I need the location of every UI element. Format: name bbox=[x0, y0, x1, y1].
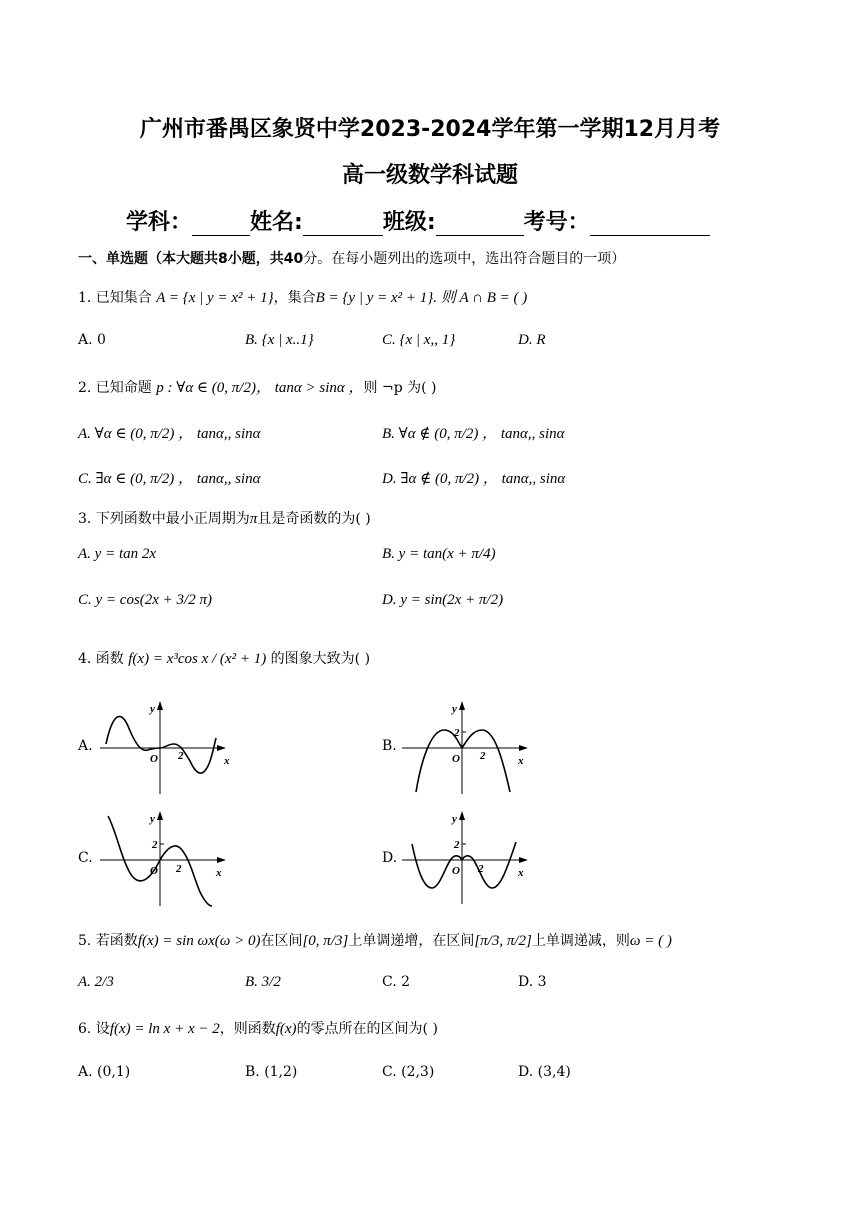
x-label: x bbox=[224, 755, 230, 767]
x-arrow-icon bbox=[519, 745, 528, 751]
q5-text3: 上单调递减，则 bbox=[531, 933, 630, 949]
question-6 bbox=[78, 1018, 438, 1038]
q5-option-c[interactable]: C. 2 bbox=[382, 974, 411, 990]
q1-mid: ，集合 bbox=[273, 290, 316, 306]
q2-prefix: 2. 已知命题 bbox=[78, 380, 152, 396]
q4-option-d-label[interactable]: D. bbox=[382, 850, 398, 866]
question-count: 8 bbox=[218, 251, 228, 267]
q3-option-c[interactable]: C. y = cos(2x + 3/2 π) bbox=[78, 592, 212, 608]
q1-set-a: A = {x | y = x² + 1} bbox=[156, 290, 274, 306]
question-1 bbox=[78, 286, 527, 307]
q1-option-a[interactable]: A. 0 bbox=[78, 332, 106, 348]
q2-option-b[interactable]: B. ∀α ∉ (0, π/2) ， tanα,, sinα bbox=[382, 426, 565, 442]
curve bbox=[106, 716, 216, 773]
q4-graph-c[interactable] bbox=[98, 806, 230, 908]
exam-title: 广州市番禺区象贤中学2023-2024学年第一学期12月月考 bbox=[139, 117, 721, 142]
q4-option-b-label[interactable]: B. bbox=[382, 738, 397, 754]
name-blank[interactable] bbox=[303, 215, 383, 236]
q5-interval1: [0, π/3] bbox=[302, 933, 349, 949]
section-instructions: 分。在每小题列出的选项中，选出符合题目的一项） bbox=[303, 251, 626, 267]
subject-blank[interactable] bbox=[192, 215, 250, 236]
subject-label: 学科： bbox=[126, 210, 193, 235]
q3-text: 3. 下列函数中最小正周期为 bbox=[78, 511, 250, 527]
q6-option-a[interactable]: A. (0,1) bbox=[78, 1064, 131, 1080]
origin-label: O bbox=[452, 865, 460, 877]
q6-option-c[interactable]: C. (2,3) bbox=[382, 1064, 435, 1080]
tick-label: 2 bbox=[480, 750, 486, 762]
q1-option-d[interactable]: D. R bbox=[518, 332, 546, 348]
exam-number-blank[interactable] bbox=[590, 215, 710, 236]
q6-function: f(x) = ln x + x − 2 bbox=[109, 1021, 220, 1037]
x-label: x bbox=[518, 867, 524, 879]
q6-option-d[interactable]: D. (3,4) bbox=[518, 1064, 571, 1080]
q3-pi: π bbox=[249, 511, 258, 527]
q6-mid: ，则函数 bbox=[219, 1021, 276, 1037]
class-label: 班级: bbox=[382, 210, 436, 235]
curve bbox=[412, 842, 516, 888]
x-arrow-icon bbox=[519, 857, 528, 863]
curve bbox=[416, 730, 510, 792]
origin-label: O bbox=[452, 753, 460, 765]
q1-prefix: 1. 已知集合 bbox=[78, 290, 152, 306]
q4-graph-d[interactable] bbox=[400, 806, 532, 906]
q4-option-a-label[interactable]: A. bbox=[78, 738, 93, 754]
q2-option-d[interactable]: D. ∃α ∉ (0, π/2) ， tanα,, sinα bbox=[382, 471, 566, 487]
tick-label: 2 bbox=[478, 863, 484, 875]
x-arrow-icon bbox=[217, 857, 226, 863]
q5-interval2: [π/3, π/2] bbox=[474, 933, 532, 949]
y-arrow-icon bbox=[157, 701, 163, 710]
q6-suffix: 的零点所在的区间为( ) bbox=[296, 1021, 438, 1037]
x-label: x bbox=[216, 867, 222, 879]
origin-label: O bbox=[150, 753, 158, 765]
y-tick-label: 2 bbox=[152, 839, 158, 851]
question-3 bbox=[78, 508, 371, 528]
q3-option-b[interactable]: B. y = tan(x + π/4) bbox=[382, 546, 496, 562]
origin-label: O bbox=[150, 865, 158, 877]
q4-suffix: 的图象大致为( ) bbox=[270, 651, 371, 667]
y-arrow-icon bbox=[459, 701, 465, 710]
q2-option-a[interactable]: A. ∀α ∈ (0, π/2) ， tanα,, sinα bbox=[78, 426, 261, 442]
q4-option-c-label[interactable]: C. bbox=[78, 850, 93, 866]
section-score: 40 bbox=[283, 251, 304, 267]
q5-ask: ω = ( ) bbox=[629, 933, 672, 949]
q5-option-d[interactable]: D. 3 bbox=[518, 974, 547, 990]
q5-text2: 上单调递增，在区间 bbox=[348, 933, 475, 949]
x-label: x bbox=[518, 755, 524, 767]
q4-graph-a[interactable] bbox=[98, 696, 230, 796]
q5-option-a[interactable]: A. 2/3 bbox=[78, 974, 114, 990]
q1-option-b[interactable]: B. {x | x..1} bbox=[245, 332, 314, 348]
q3-option-a[interactable]: A. y = tan 2x bbox=[78, 546, 157, 562]
q6-prefix: 6. 设 bbox=[78, 1021, 110, 1037]
name-label: 姓名: bbox=[250, 210, 303, 235]
q4-function: f(x) = x³cos x / (x² + 1) bbox=[128, 651, 267, 667]
q5-prefix: 5. 若函数 bbox=[78, 933, 138, 949]
question-5 bbox=[78, 930, 672, 950]
q3-option-d[interactable]: D. y = sin(2x + π/2) bbox=[382, 592, 504, 608]
q4-prefix: 4. 函数 bbox=[78, 651, 124, 667]
exam-number-label: 考号： bbox=[523, 210, 590, 235]
y-label: y bbox=[452, 703, 457, 715]
question-2 bbox=[78, 376, 436, 397]
tick-label: 2 bbox=[176, 863, 182, 875]
q5-function: f(x) = sin ωx(ω > 0) bbox=[137, 933, 261, 949]
exam-subtitle: 高一级数学科试题 bbox=[341, 163, 518, 188]
q2-ask: 则 ¬p 为( ) bbox=[363, 380, 437, 396]
q5-text1: 在区间 bbox=[260, 933, 303, 949]
section-mid: 小题，共 bbox=[227, 251, 284, 267]
q2-condition: ， tanα > sinα ， bbox=[255, 380, 364, 396]
q4-graph-b[interactable] bbox=[400, 696, 532, 796]
section-header bbox=[78, 248, 625, 268]
tick-label: 2 bbox=[178, 750, 184, 762]
q3-text2: 且是奇函数的为( ) bbox=[257, 511, 371, 527]
q1-set-b: B = {y | y = x² + 1} bbox=[315, 290, 434, 306]
y-label: y bbox=[150, 813, 155, 825]
question-4 bbox=[78, 648, 370, 668]
q2-proposition: p : ∀α ∈ (0, π/2) bbox=[156, 380, 256, 396]
y-tick-label: 2 bbox=[454, 839, 460, 851]
q5-option-b[interactable]: B. 3/2 bbox=[245, 974, 281, 990]
q6-fx: f(x) bbox=[275, 1021, 297, 1037]
y-arrow-icon bbox=[459, 811, 465, 820]
y-label: y bbox=[150, 703, 155, 715]
class-blank[interactable] bbox=[436, 215, 524, 236]
student-info-row bbox=[126, 205, 710, 236]
q6-option-b[interactable]: B. (1,2) bbox=[245, 1064, 298, 1080]
y-tick-label: 2 bbox=[454, 727, 460, 739]
q1-ask: . 则 A ∩ B = ( ) bbox=[433, 290, 528, 306]
y-label: y bbox=[452, 813, 457, 825]
q2-option-c[interactable]: C. ∃α ∈ (0, π/2) ， tanα,, sinα bbox=[78, 471, 261, 487]
section-label: 一、单选题（本大题共 bbox=[78, 251, 218, 267]
q1-option-c[interactable]: C. {x | x,, 1} bbox=[382, 332, 456, 348]
y-arrow-icon bbox=[157, 811, 163, 820]
x-arrow-icon bbox=[217, 745, 226, 751]
